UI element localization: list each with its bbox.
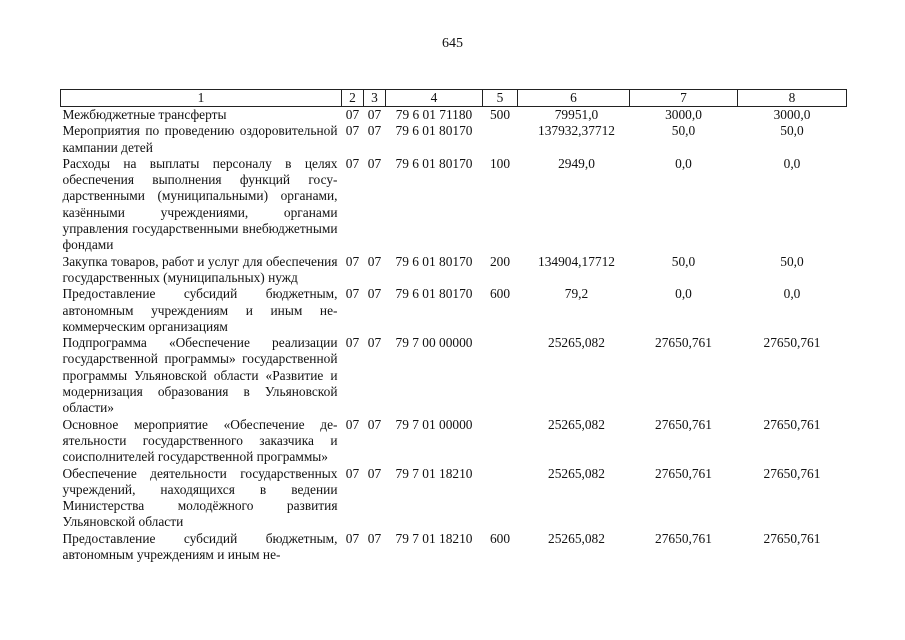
row-amount-col7: 50,0: [671, 253, 696, 269]
row-amount-col7: 27650,761: [655, 416, 712, 432]
table-row: [61, 417, 847, 466]
header-col-7: 7: [630, 90, 738, 107]
table-row: [61, 107, 847, 124]
table-row: [61, 254, 847, 287]
row-amount-col6: 25265,082: [548, 335, 605, 351]
row-name: Предоставление субсидий бюджетным, автономным учреждениям и иным некоммерческим организациям: [62, 286, 338, 334]
row-amount-col7: 3000,0: [665, 107, 702, 122]
row-expense-type: [483, 335, 518, 416]
page-number: 645: [442, 36, 463, 51]
row-name: Мероприятия по проведению оздоровительной кампании детей: [62, 123, 338, 155]
table-row: [61, 123, 847, 156]
row-subsection: 07: [367, 253, 382, 269]
header-row: [61, 90, 847, 107]
row-name: Предоставление субсидий бюджетным, автономным учреждениям и иным не-: [62, 530, 338, 563]
budget-table: [60, 89, 847, 563]
row-name: Подпрограмма «Обеспечение реализации государственной программы» государственной программы Ульяновской области «Развитие и модернизация образования в Ульяновской области»: [62, 335, 338, 416]
row-expense-type: 500: [489, 107, 511, 122]
row-amount-col6: 25265,082: [548, 530, 605, 546]
row-target-code: 79 6 01 80170: [395, 253, 473, 269]
row-expense-type: [483, 417, 518, 466]
row-amount-col8: 0,0: [783, 286, 801, 302]
header-col-2: 2: [342, 90, 364, 107]
table-body: [61, 107, 847, 564]
row-target-code: 79 7 01 18210: [395, 465, 473, 481]
row-amount-col8: 27650,761: [763, 530, 821, 546]
row-name: Закупка товаров, работ и услуг для обеспечения государственных (муниципальных) нужд: [62, 253, 338, 285]
row-subsection: 07: [367, 107, 382, 122]
row-amount-col6: 25265,082: [548, 416, 605, 432]
row-subsection: 07: [367, 416, 382, 432]
row-amount-col7: 0,0: [675, 286, 692, 302]
row-expense-type: 200: [489, 253, 511, 269]
row-name: Обеспечение деятельности государственных учреждений, находящихся в ведении Министерства молодёжного развития Ульяновской области: [62, 465, 338, 530]
row-amount-col8: 27650,761: [763, 465, 821, 481]
table-header: [61, 90, 847, 107]
row-section: 07: [345, 416, 360, 432]
row-amount-col8: 50,0: [780, 123, 804, 139]
row-amount-col6: 137932,37712: [538, 123, 615, 139]
header-col-4: 4: [386, 90, 483, 107]
row-subsection: 07: [367, 155, 382, 171]
row-amount-col8: 27650,761: [763, 416, 821, 432]
row-section: 07: [345, 123, 360, 139]
table-row: [61, 335, 847, 416]
row-target-code: 79 7 01 18210: [395, 530, 473, 546]
row-section: 07: [345, 286, 360, 302]
row-section: 07: [345, 155, 360, 171]
row-subsection: 07: [367, 530, 382, 546]
header-col-5: 5: [483, 90, 518, 107]
header-col-1: 1: [61, 90, 342, 107]
row-target-code: 79 6 01 71180: [395, 107, 473, 122]
table-row: [61, 466, 847, 531]
table-row: [61, 286, 847, 335]
row-amount-col6: 134904,17712: [538, 253, 615, 269]
row-amount-col7: 27650,761: [655, 530, 712, 546]
row-section: 07: [345, 465, 360, 481]
row-amount-col6: 2949,0: [558, 155, 595, 171]
row-subsection: 07: [367, 335, 382, 351]
row-section: 07: [345, 253, 360, 269]
row-expense-type: [483, 123, 518, 156]
row-amount-col8: 50,0: [780, 253, 804, 269]
row-section: 07: [345, 335, 360, 351]
row-name: Основное мероприятие «Обеспечение деятельности государственного заказчика и соисполнителей государственной программы»: [62, 416, 338, 465]
row-amount-col7: 50,0: [671, 123, 696, 139]
row-subsection: 07: [367, 286, 382, 302]
row-expense-type: 600: [489, 286, 511, 302]
row-subsection: 07: [367, 123, 382, 139]
row-amount-col7: 27650,761: [655, 465, 712, 481]
row-target-code: 79 7 00 00000: [395, 335, 473, 351]
row-amount-col8: 3000,0: [773, 107, 811, 122]
row-subsection: 07: [367, 465, 382, 481]
row-section: 07: [345, 107, 360, 122]
row-amount-col6: 79,2: [564, 286, 589, 302]
header-col-6: 6: [518, 90, 630, 107]
row-target-code: 79 6 01 80170: [395, 155, 473, 171]
row-amount-col6: 79951,0: [554, 107, 599, 122]
header-col-3: 3: [364, 90, 386, 107]
row-amount-col8: 27650,761: [763, 335, 821, 351]
row-amount-col7: 0,0: [675, 155, 692, 171]
row-expense-type: 600: [489, 530, 511, 546]
table-row: [61, 531, 847, 564]
row-expense-type: [483, 466, 518, 531]
row-target-code: 79 6 01 80170: [395, 123, 473, 139]
row-section: 07: [345, 530, 360, 546]
row-target-code: 79 6 01 80170: [395, 286, 473, 302]
row-amount-col7: 27650,761: [655, 335, 712, 351]
row-amount-col8: 0,0: [783, 155, 801, 171]
row-name: Межбюджетные трансферты: [62, 107, 227, 122]
row-expense-type: 100: [489, 155, 511, 171]
row-amount-col6: 25265,082: [548, 465, 605, 481]
header-col-8: 8: [738, 90, 847, 107]
row-target-code: 79 7 01 00000: [395, 416, 473, 432]
table-row: [61, 156, 847, 254]
row-name: Расходы на выплаты персоналу в целях обеспечения выполнения функций государственными (муниципальными) органами, казёнными учреждениями, органами управления государственными внебюджетными фондами: [62, 155, 338, 253]
